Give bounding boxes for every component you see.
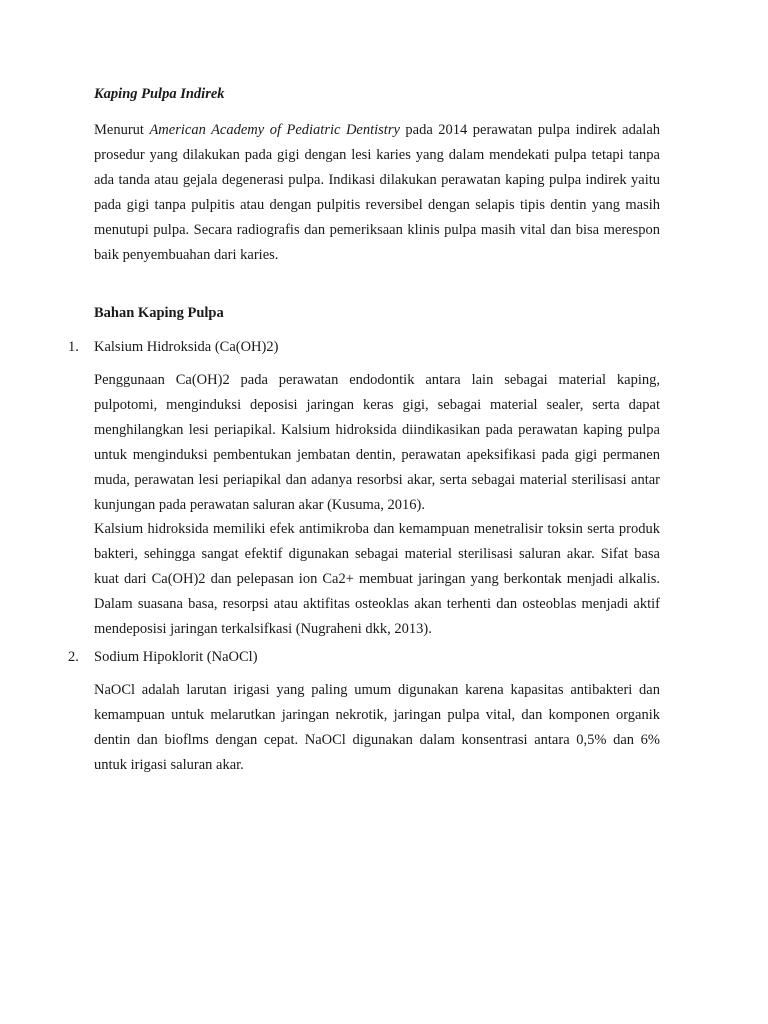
list-number: 1. bbox=[68, 339, 79, 355]
paragraph-body: pada 2014 perawatan pulpa indirek adalah prosedur yang dilakukan pada gigi dengan lesi karies yang dalam mendekati pulpa tetapi tanpa ada tanda atau gejala degenerasi pulpa. Indikasi dilakukan perawatan kaping pulpa indirek yaitu pada gigi tanpa pulpitis atau dengan pulpitis reversibel dengan selapis tipis dentin yang masih menutupi pulpa. Secara radiografis dan pemeriksaan klinis pulpa masih vital dan bisa merespon baik penyembuahan dari karies. bbox=[94, 122, 661, 263]
list-item-sodium-hipoklorit bbox=[68, 645, 258, 670]
list-item-title: Sodium Hipoklorit (NaOCl) bbox=[94, 649, 258, 665]
list-item-title: Kalsium Hidroksida (Ca(OH)2) bbox=[94, 339, 279, 355]
paragraph-naocl-description: NaOCl adalah larutan irigasi yang paling umum digunakan karena kapasitas antibakteri dan kemampuan untuk melarutkan jaringan nekrotik, jaringan pulpa vital, dan komponen organik dentin dan bioflms dengan cepat. NaOCl digunakan dalam konsentrasi antara 0,5% dan 6% untuk irigasi saluran akar. bbox=[94, 682, 660, 773]
organization-name: American Academy of Pediatric Dentistry bbox=[149, 122, 400, 138]
list-number: 2. bbox=[68, 649, 79, 665]
paragraph-prefix: Menurut bbox=[94, 122, 150, 138]
section-heading-bahan-kaping-pulpa: Bahan Kaping Pulpa bbox=[94, 305, 224, 321]
section-heading-kaping-pulpa-indirek: Kaping Pulpa Indirek bbox=[94, 86, 225, 102]
list-item-kalsium-hidroksida bbox=[68, 335, 278, 360]
paragraph-kalsium-properties: Kalsium hidroksida memiliki efek antimikroba dan kemampuan menetralisir toksin serta produk bakteri, sehingga sangat efektif digunakan sebagai material sterilisasi saluran akar. Sifat basa kuat dari Ca(OH)2 dan pelepasan ion Ca2+ membuat jaringan yang berkontak menjadi alkalis. Dalam suasana basa, resorpsi atau aktifitas osteoklas akan terhenti dan osteoblas menjadi aktif mendeposisi jaringan terkalsifkasi (Nugraheni dkk, 2013). bbox=[94, 521, 660, 637]
paragraph-kalsium-uses: Penggunaan Ca(OH)2 pada perawatan endodontik antara lain sebagai material kaping, pulpotomi, menginduksi deposisi jaringan keras gigi, sebagai material sealer, serta dapat menghilangkan lesi periapikal. Kalsium hidroksida diindikasikan pada perawatan kaping pulpa untuk menginduksi pembentukan jembatan dentin, perawatan apeksifikasi pada gigi permanen muda, perawatan lesi periapikal dan adanya resorbsi akar, serta sebagai material sterilisasi antar kunjungan pada perawatan saluran akar (Kusuma, 2016). bbox=[94, 372, 660, 513]
paragraph-kaping-indirek-definition bbox=[94, 118, 660, 268]
